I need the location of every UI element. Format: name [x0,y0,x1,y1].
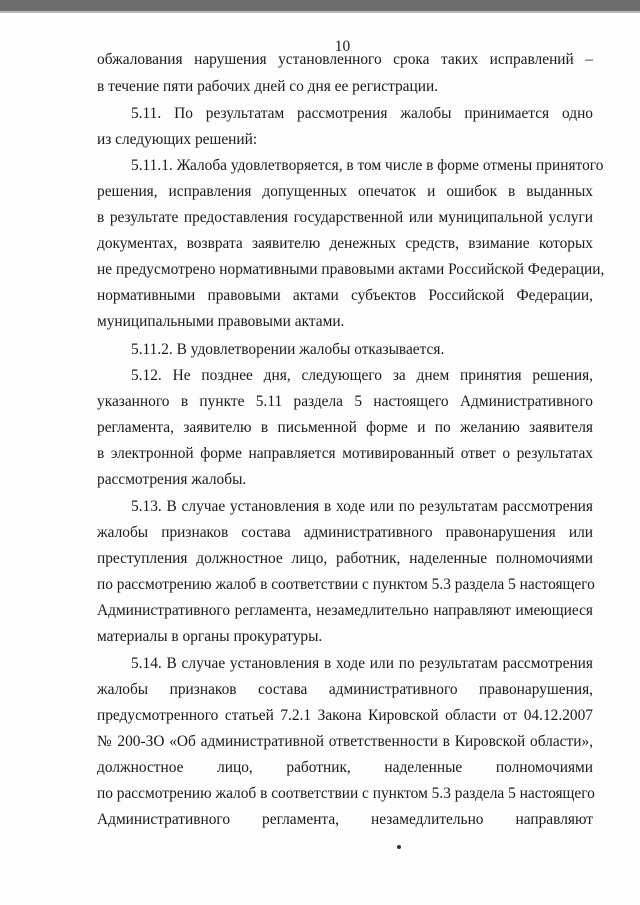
text-line: жалобы признаков состава административного правонарушения или [97,524,593,541]
text-line: 5.14. В случае установления в ходе или по результатам рассмотрения [131,655,593,672]
scan-speck [397,845,401,849]
text-line: 5.11. По результатам рассмотрения жалобы принимается одно [131,105,593,122]
text-line: не предусмотрено нормативными правовыми актами Российской Федерации, [97,261,605,278]
text-line: в результате предоставления государственной или муниципальной услуги [97,209,593,226]
text-line: регламента, заявителю в письменной форме и по желанию заявителя [97,419,593,436]
text-line: в электронной форме направляется мотивированный ответ о результатах [97,445,593,462]
scan-top-border [0,0,640,11]
text-line: № 200-ЗО «Об административной ответственности в Кировской области», [97,733,593,750]
text-line: должностное лицо, работник, наделенные полномочиями [97,759,593,776]
text-line: Административного регламента, незамедлительно направляют имеющиеся [97,602,593,619]
text-line: рассмотрения жалобы. [97,471,247,488]
text-line: решения, исправления допущенных опечаток и ошибок в выданных [97,183,593,200]
text-line: по рассмотрению жалоб в соответствии с пунктом 5.3 раздела 5 настоящего [97,785,595,802]
text-line: материалы в органы прокуратуры. [97,628,323,645]
text-line: преступления должностное лицо, работник, наделенные полномочиями [97,550,593,567]
scan-top-border-shadow [0,11,640,13]
text-line: жалобы признаков состава административного правонарушения, [97,681,593,698]
text-line: нормативными правовыми актами субъектов Российской Федерации, [97,287,593,304]
text-line: предусмотренного статьей 7.2.1 Закона Кировской области от 04.12.2007 [97,707,593,724]
text-line: 5.11.1. Жалоба удовлетворяется, в том числе в форме отмены принятого [131,157,604,174]
text-line: в течение пяти рабочих дней со дня ее регистрации. [97,78,439,95]
text-line: муниципальными правовыми актами. [97,313,345,330]
text-line: 5.12. Не позднее дня, следующего за днем принятия решения, [131,367,593,384]
text-line: Административного регламента, незамедлительно направляют [97,811,593,828]
text-line: из следующих решений: [97,131,258,148]
text-line: по рассмотрению жалоб в соответствии с пунктом 5.3 раздела 5 настоящего [97,576,595,593]
text-line: 5.13. В случае установления в ходе или по результатам рассмотрения [131,498,593,515]
text-line: 5.11.2. В удовлетворении жалобы отказывается. [131,341,445,358]
text-line: обжалования нарушения установленного срока таких исправлений – [97,51,593,68]
page-number: 10 [334,38,351,55]
text-line: документах, возврата заявителю денежных средств, взимание которых [97,235,593,252]
text-line: указанного в пункте 5.11 раздела 5 настоящего Административного [97,393,593,410]
